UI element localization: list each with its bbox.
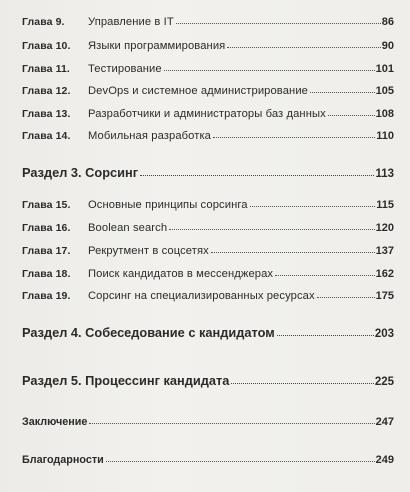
dot-leader <box>328 115 375 116</box>
dot-leader <box>227 47 380 48</box>
chapter-label: Глава 10. <box>22 40 71 52</box>
dot-leader <box>250 206 376 207</box>
page-number: 175 <box>375 290 394 302</box>
chapter-label: Глава 14. <box>22 130 71 142</box>
chapter-title: Сорсинг на специализированных ресурсах <box>88 290 315 302</box>
page-number: 113 <box>375 168 394 180</box>
chapter-title: Тестирование <box>88 63 162 75</box>
section-title: Раздел 4. Собеседование с кандидатом <box>22 325 275 340</box>
dot-leader <box>89 423 374 424</box>
toc-acknowledgements <box>22 454 394 468</box>
page-number: 108 <box>375 108 394 120</box>
toc-entry-chapter-18 <box>22 268 394 282</box>
toc-entry-chapter-9 <box>22 16 394 30</box>
page-number: 105 <box>375 85 394 97</box>
conclusion-title: Заключение <box>22 416 88 428</box>
page-number: 162 <box>375 268 394 280</box>
page-number: 247 <box>375 416 394 428</box>
acknowledgements-title: Благодарности <box>22 454 104 466</box>
chapter-title: Boolean search <box>88 222 168 234</box>
chapter-label: Глава 16. <box>22 222 71 234</box>
chapter-title: Управление в IT <box>88 16 174 28</box>
toc-section-5 <box>22 373 394 391</box>
chapter-title: Основные принципы сорсинга <box>88 199 248 211</box>
toc-entry-chapter-13 <box>22 108 394 122</box>
chapter-title: Поиск кандидатов в мессенджерах <box>88 268 274 280</box>
toc-entry-chapter-15 <box>22 199 394 213</box>
toc-entry-chapter-11 <box>22 63 394 77</box>
toc-entry-chapter-16 <box>22 222 394 236</box>
chapter-label: Глава 18. <box>22 268 71 280</box>
toc-entry-chapter-19 <box>22 290 394 304</box>
dot-leader <box>310 92 375 93</box>
dot-leader <box>140 175 374 176</box>
dot-leader <box>231 383 373 384</box>
section-title: Раздел 3. Сорсинг <box>22 165 139 180</box>
page-number: 115 <box>376 199 394 211</box>
toc-section-3 <box>22 165 394 183</box>
page-number: 137 <box>375 245 394 257</box>
chapter-title: Языки программирования <box>88 40 226 52</box>
toc-entry-chapter-12 <box>22 85 394 99</box>
section-title: Раздел 5. Процессинг кандидата <box>22 373 230 388</box>
dot-leader <box>176 23 381 24</box>
dot-leader <box>211 252 375 253</box>
page-number: 110 <box>376 130 394 142</box>
dot-leader <box>169 229 374 230</box>
chapter-label: Глава 9. <box>22 16 65 28</box>
chapter-label: Глава 13. <box>22 108 71 120</box>
dot-leader <box>213 137 375 138</box>
chapter-label: Глава 11. <box>22 63 70 75</box>
toc-conclusion <box>22 416 394 430</box>
toc-entry-chapter-14 <box>22 130 394 144</box>
dot-leader <box>275 275 375 276</box>
toc-entry-chapter-17 <box>22 245 394 259</box>
toc-entry-chapter-10 <box>22 40 394 54</box>
chapter-title: DevOps и системное администрирование <box>88 85 308 97</box>
chapter-label: Глава 19. <box>22 290 71 302</box>
page-number: 225 <box>374 376 394 388</box>
chapter-title: Разработчики и администраторы баз данных <box>88 108 326 120</box>
dot-leader <box>277 335 374 336</box>
page-number: 101 <box>375 63 394 75</box>
chapter-title: Рекрутмент в соцсетях <box>88 245 209 257</box>
chapter-label: Глава 12. <box>22 85 71 97</box>
page-number: 86 <box>381 16 394 28</box>
dot-leader <box>106 461 375 462</box>
page-number: 249 <box>375 454 394 466</box>
dot-leader <box>164 70 375 71</box>
page-number: 90 <box>381 40 394 52</box>
toc-section-4 <box>22 325 394 343</box>
chapter-title: Мобильная разработка <box>88 130 212 142</box>
page-number: 203 <box>374 328 394 340</box>
chapter-label: Глава 17. <box>22 245 71 257</box>
dot-leader <box>317 297 375 298</box>
chapter-label: Глава 15. <box>22 199 71 211</box>
page-number: 120 <box>375 222 394 234</box>
